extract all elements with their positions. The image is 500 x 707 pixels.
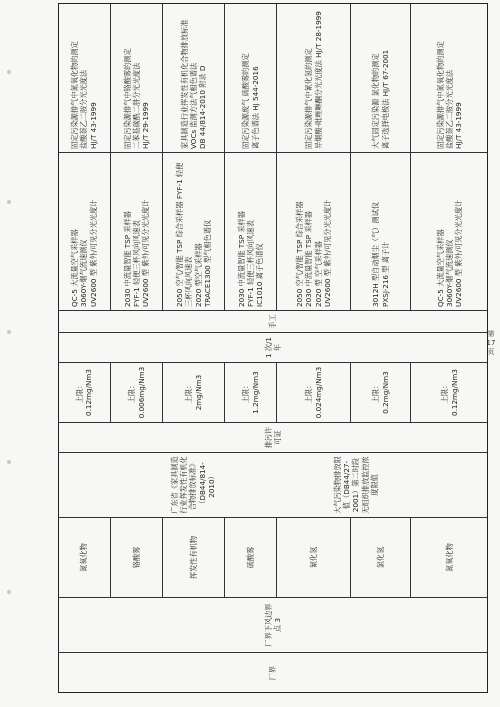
instrument-text: 2050 空气/智能 TSP 综合采样器 FYF-1 轻便三杯风向风速表 2020 型空气采样器 TRACE1300 型气相色谱仪 bbox=[175, 162, 212, 307]
limit-cell bbox=[350, 363, 410, 423]
limit-text: 上限：0.2mg/Nm3 bbox=[371, 371, 390, 414]
monitoring-table bbox=[58, 3, 488, 693]
pollutant-text: 硫酸雾 bbox=[245, 546, 255, 569]
pollutant-text: 氰化氢 bbox=[308, 546, 318, 569]
limit-text: 上限：0.12mg/Nm3 bbox=[74, 369, 93, 416]
binding-hole bbox=[7, 460, 11, 464]
method-cell bbox=[410, 3, 488, 153]
method-text: 固定污染源排气中氮氧化物的测定 盐酸萘乙二胺分光光度法 HJ/T 43-1999 bbox=[435, 41, 464, 149]
freq-cell bbox=[58, 333, 488, 363]
method-cell bbox=[224, 3, 276, 153]
pollutant-cell bbox=[162, 518, 224, 598]
mode-cell bbox=[58, 311, 488, 333]
binding-hole bbox=[7, 70, 11, 74]
zone-label: 厂界 bbox=[268, 665, 278, 681]
instrument-cell bbox=[350, 153, 410, 311]
limit-cell bbox=[224, 363, 276, 423]
vocs-standard-text: 广东省《家具制造行业挥发性有机化合物排放标准》（DB44/814-2010） bbox=[169, 456, 216, 514]
emission-type-label: 排污许可证 bbox=[263, 426, 282, 449]
method-cell bbox=[110, 3, 162, 153]
method-text: 固定污染源排气中铬酸雾的测定 二苯基碳酰二肼分光光度法 HJ/T 29-1999 bbox=[122, 48, 151, 149]
method-cell bbox=[350, 3, 410, 153]
air-standard-text: 大气污染物排放限值（DB44/27-2001）第二时段无组织排放监控浓度限值 bbox=[332, 456, 379, 514]
limit-text: 上限：0.024mg/Nm3 bbox=[304, 366, 323, 419]
method-cell bbox=[58, 3, 110, 153]
method-text: 固定污染源排气中氮氧化物的测定 盐酸萘乙二胺分光光度法 HJ/T 43-1999 bbox=[70, 41, 98, 149]
instrument-text: 2030 中流量智能 TSP 采样器 FYF-1 轻便三杯风向风速表 UV2600 型 紫外/可见分光光度计 bbox=[122, 199, 151, 307]
instrument-text: 2050 空气/智能 TSP 综合采样器 2030 中流量智能 TSP 采样器 2020 型 空气采样器 UV2600 型 紫外/可见分光光度计 bbox=[295, 199, 332, 307]
binding-hole bbox=[7, 200, 11, 204]
pollutant-cell bbox=[224, 518, 276, 598]
pollutant-cell bbox=[350, 518, 410, 598]
point-label: 厂界下风边界点 3 bbox=[263, 603, 282, 647]
instrument-cell bbox=[224, 153, 276, 311]
instrument-cell bbox=[162, 153, 224, 311]
standard-cell-vocs bbox=[162, 453, 224, 518]
standard-cell-top bbox=[58, 453, 162, 518]
pollutant-text: 氯化氢 bbox=[375, 546, 385, 569]
pollutant-cell bbox=[276, 518, 350, 598]
pollutant-text: 氮氧化物 bbox=[79, 543, 89, 572]
method-cell bbox=[276, 3, 350, 153]
binding-hole bbox=[7, 590, 11, 594]
freq-label: 1 次/1 年 bbox=[263, 336, 282, 359]
method-cell bbox=[162, 3, 224, 153]
instrument-cell bbox=[58, 153, 110, 311]
binding-hole bbox=[7, 330, 11, 334]
zone-cell bbox=[58, 653, 488, 693]
limit-cell bbox=[162, 363, 224, 423]
limit-cell bbox=[110, 363, 162, 423]
emission-type-cell bbox=[58, 423, 488, 453]
rotated-table-container bbox=[58, 3, 488, 693]
method-text: 家具制造行业挥发性有机化合物排放标准 VOCs 监测方法气相色谱法 DB 44/814-2010 附录 D bbox=[179, 19, 208, 149]
standard-cell-air bbox=[224, 453, 488, 518]
instrument-text: QC-5 大流量空气采样器 3060Y-烟气流速测仪 UV2600 型 紫外/可见分光光度计 bbox=[435, 199, 464, 307]
instrument-cell bbox=[276, 153, 350, 311]
instrument-text: 3012H 型自动烟尘（气）测试仪 PXSJ-216 型 离子计 bbox=[371, 201, 390, 307]
limit-text: 上限：2mg/Nm3 bbox=[184, 374, 203, 411]
limit-cell bbox=[276, 363, 350, 423]
instrument-cell bbox=[110, 153, 162, 311]
pollutant-text: 氮氧化物 bbox=[444, 543, 454, 572]
limit-text: 上限：1.2mg/Nm3 bbox=[241, 371, 260, 414]
instrument-text: QC-5 大流量空气采样器 3060Y-烟气流速测仪 UV2600 型 紫外/可见分光光度计 bbox=[70, 199, 98, 307]
instrument-cell bbox=[410, 153, 488, 311]
pollutant-text: 挥发性有机物 bbox=[188, 535, 198, 580]
pollutant-cell bbox=[110, 518, 162, 598]
point-cell bbox=[58, 598, 488, 653]
limit-text: 上限：0.006mg/Nm3 bbox=[127, 366, 146, 419]
page-number: 第 17 页 bbox=[486, 330, 496, 356]
pollutant-cell bbox=[410, 518, 488, 598]
mode-label: 手工 bbox=[268, 314, 278, 329]
method-text: 大气固定污染源 氯化物的测定 离子选择电极法 HJ/T 67-2001 bbox=[371, 49, 390, 149]
limit-text: 上限：0.12mg/Nm3 bbox=[440, 369, 459, 416]
instrument-text: 2030 中流量智能 TSP 采样器 FYF-1 轻便三杯风向风速表 IC1010 离子色谱仪 bbox=[236, 211, 265, 307]
method-text: 固定污染源废气 硫酸雾的测定 离子色谱法 HJ 544-2016 bbox=[241, 53, 260, 149]
limit-cell bbox=[58, 363, 110, 423]
limit-cell bbox=[410, 363, 488, 423]
pollutant-text: 铬酸雾 bbox=[131, 546, 141, 569]
pollutant-cell bbox=[58, 518, 110, 598]
method-text: 固定污染源排气中氰化氢的测定 异烟酸-吡唑啉酮分光光度法 HJ/T 28-1999 bbox=[304, 11, 323, 149]
